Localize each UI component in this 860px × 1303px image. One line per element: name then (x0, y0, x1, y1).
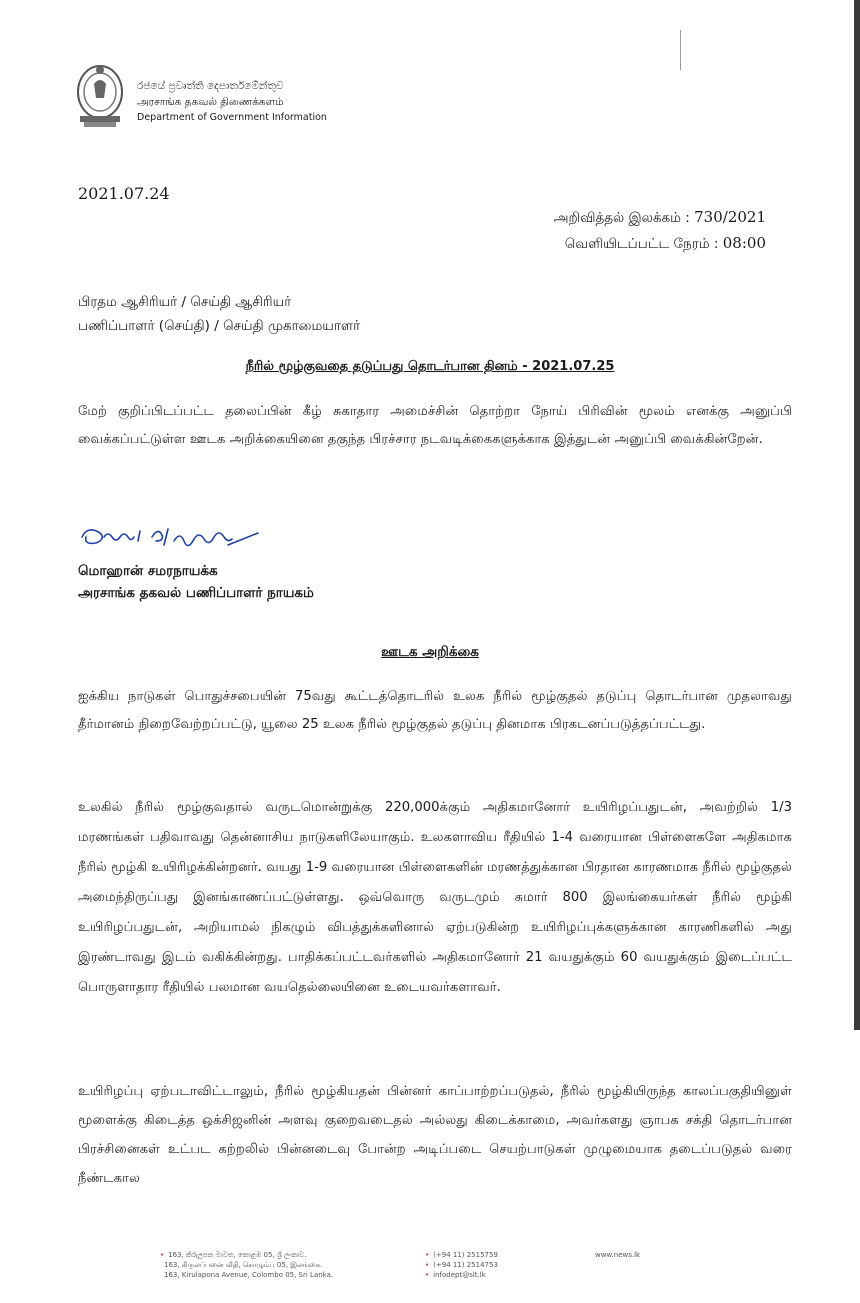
recipient-line-2: பணிப்பாளர் (செய்தி) / செய்தி முகாமையாளர் (78, 318, 361, 334)
dept-english: Department of Government Information (137, 112, 327, 123)
release-time: 08:00 (722, 234, 766, 252)
reference-block (553, 205, 766, 257)
media-statement-heading: ஊடக அறிக்கை (381, 644, 479, 660)
footer-address-tamil: 163, கிருலப்பனை வீதி, கொழும்பு 05, இலங்கை. (164, 1261, 323, 1269)
scan-edge (854, 0, 860, 1030)
subject-line: நீரில் மூழ்குவதை தடுப்பது தொடர்பான தினம் - 2021.07.25 (245, 359, 615, 374)
notice-number: 730/2021 (694, 208, 766, 226)
footer-contacts (425, 1250, 498, 1280)
notice-number-label: அறிவித்தல் இலக்கம் : (553, 210, 690, 226)
signatory-title: அரசாங்க தகவல் பணிப்பாளர் நாயகம் (78, 585, 314, 601)
notice-number-row (553, 205, 766, 231)
statement-paragraph-2: உலகில் நீரில் மூழ்குவதால் வருடமொன்றுக்கு 220,000க்கும் அதிகமானோர் உயிரிழப்பதுடன், அவற்றில் 1/3 மரணங்கள் பதிவாவது தென்னாசிய நாடுகளிலேயாகும். உலகளாவிய ரீதியில் 1-4 வரையான பிள்ளைகளே அதிகமாக நீரில் மூழ்கி உயிரிழக்கின்றனர். வயது 1-9 வரையான பிள்ளைகளின் மரணத்துக்கான பிரதான காரணமாக நீரில் மூழ்குதல் அமைந்திருப்பது இனங்காணப்பட்டுள்ளது. ஒவ்வொரு வருடமும் சுமார் 800 இலங்கையர்கள் நீரில் மூழ்கி உயிரிழப்பதுடன், அறியாமல் நிகழும் விபத்துக்களினால் ஏற்படுகின்ற உயிரிழப்புக்களுக்கான காரணிகளில் அது இரண்டாவது இடம் வகிக்கின்றது. பாதிக்கப்பட்டவர்களில் அதிகமானோர் 21 வயதுக்கும் 60 வயதுக்கும் இடைப்பட்ட பொருளாதார ரீதியில் பலமான வயதெல்லையினை உடையவர்களாவர். (78, 800, 792, 995)
footer-address-sinhala: • 163, කිරුලපන මාවත, කොළඹ 05, ශ්‍රී ලංකාව. (160, 1251, 307, 1259)
footer-fax: • (+94 11) 2514753 (425, 1261, 498, 1269)
signatory-name: மொஹான் சமரநாயக்க (78, 563, 218, 579)
footer-tel: • (+94 11) 2515759 (425, 1251, 498, 1259)
footer-email: • infodept@slt.lk (425, 1271, 486, 1279)
signatory (78, 560, 314, 604)
release-time-label: வெளியிடப்பட்ட நேரம் : (564, 236, 719, 252)
release-time-row (553, 231, 766, 257)
statement-paragraph-1: ஐக்கிய நாடுகள் பொதுச்சபையின் 75வது கூட்டத்தொடரில் உலக நீரில் மூழ்குதல் தடுப்பு தொடர்பான முதலாவது தீர்மானம் நிறைவேற்றப்பட்டு, யூலை 25 உலக நீரில் மூழ்குதல் தடுப்பு தினமாக பிரகடனப்படுத்தப்பட்டது. (78, 689, 792, 732)
sri-lanka-emblem-icon (72, 60, 128, 130)
dept-tamil: அரசாங்க தகவல் திணைக்களம் (137, 96, 284, 108)
recipients (78, 290, 360, 338)
dept-sinhala: රජයේ ප්‍රවෘත්ති දෙපාර්තමේන්තුව (137, 80, 284, 92)
statement-paragraph-3: உயிரிழப்பு ஏற்படாவிட்டாலும், நீரில் மூழ்கியதன் பின்னர் காப்பாற்றப்படுதல், நீரில் மூழ்கியிருந்த காலப்பகுதியினுள் மூளைக்கு கிடைத்த ஒக்சிஜனின் அளவு குறைவடைதல் அல்லது கிடைக்காமை, அவர்களது ஞாபக சக்தி தொடர்பான பிரச்சினைகள் உட்பட கற்றலில் பின்னடைவு போன்ற அடிப்படை செயற்பாடுகள் முழுமையாக தடைப்படுதல் வரை நீண்டகால (78, 1084, 792, 1186)
recipient-line-1: பிரதம ஆசிரியர் / செய்தி ஆசிரியர் (78, 294, 292, 310)
footer-website: www.news.lk (595, 1251, 641, 1259)
footer-address (160, 1250, 333, 1280)
scan-mark (680, 30, 681, 70)
letter-date: 2021.07.24 (78, 184, 170, 203)
signature-icon (78, 515, 298, 563)
department-name (137, 78, 327, 126)
footer-address-english: 163, Kirulapona Avenue, Colombo 05, Sri Lanka. (164, 1271, 334, 1279)
intro-paragraph: மேற் குறிப்பிடப்பட்ட தலைப்பின் கீழ் சுகாதார அமைச்சின் தொற்றா நோய் பிரிவின் மூலம் எனக்கு அனுப்பி வைக்கப்பட்டுள்ள ஊடக அறிக்கையினை தகுந்த பிரச்சார நடவடிக்கைகளுக்காக இத்துடன் அனுப்பி வைக்கின்றேன். (78, 404, 792, 447)
